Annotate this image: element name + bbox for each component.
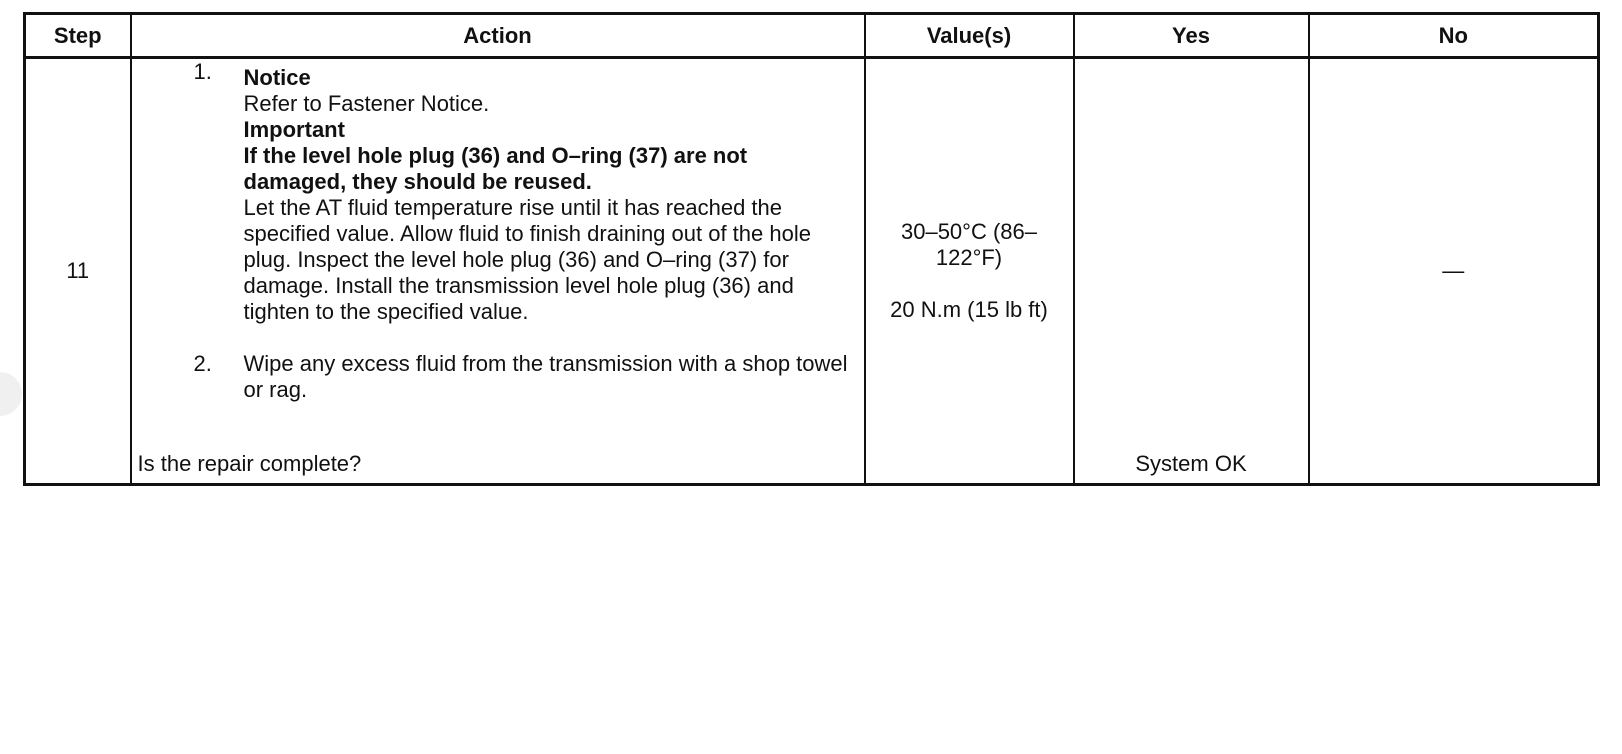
no-result: —: [1309, 58, 1599, 485]
notice-text: Refer to Fastener Notice.: [243, 91, 490, 116]
table-row: [25, 58, 1599, 485]
step-number: 11: [25, 58, 131, 485]
notice-heading: Notice: [243, 65, 311, 90]
table-header-row: [25, 14, 1599, 58]
step-instruction: Let the AT fluid temperature rise until it has reached the specified value. Allow fluid to finish draining out of the hole plug. Inspect the level hole plug (36) and O–ring (37) for damage. Install the transmission level hole plug (36) and tighten to the specified value.: [243, 195, 811, 324]
list-item: [132, 351, 864, 403]
action-steps-list: [132, 59, 864, 403]
header-step: Step: [25, 14, 131, 58]
action-cell: [131, 58, 865, 485]
header-action: Action: [131, 14, 865, 58]
list-item: [132, 59, 864, 325]
values-cell: [865, 58, 1074, 485]
page-edge-mark: [0, 372, 22, 416]
header-no: No: [1309, 14, 1599, 58]
diagnostic-step-table: [23, 12, 1600, 486]
torque-value: 20 N.m (15 lb ft): [890, 297, 1048, 322]
important-heading: Important: [243, 117, 345, 142]
temperature-value-line2: 122°F): [935, 245, 1003, 270]
list-item-number: 2.: [193, 351, 212, 376]
important-text: If the level hole plug (36) and O–ring (37) are not damaged, they should be reused.: [243, 143, 748, 194]
repair-question: Is the repair complete?: [137, 451, 362, 476]
header-yes: Yes: [1074, 14, 1309, 58]
step-instruction: Wipe any excess fluid from the transmission with a shop towel or rag.: [243, 351, 848, 402]
temperature-value-line1: 30–50°C (86–: [900, 219, 1037, 244]
header-values: Value(s): [865, 14, 1074, 58]
list-item-number: 1.: [193, 59, 212, 84]
yes-result: System OK: [1074, 58, 1309, 485]
